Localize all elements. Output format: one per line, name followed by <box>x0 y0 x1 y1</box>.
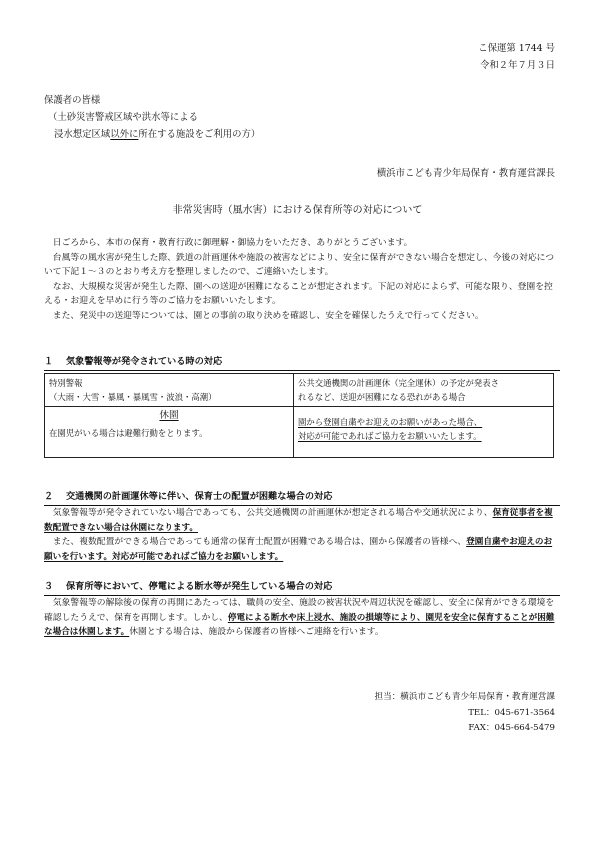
doc-number: こ保運第 1744 号 <box>478 43 555 54</box>
section-heading-2 <box>44 490 560 506</box>
contact-tel: TEL：045-671-3564 <box>468 708 555 718</box>
intro-paragraph: なお、大規模な災害が発生した際、園への送迎が困難になることが想定されます。下記の対応によらず、可能な限り、登園を控える・お迎えを早めに行う等のご協力をお願いいたします。 <box>44 281 553 306</box>
section-heading-1 <box>44 355 560 371</box>
recipient-scope-line: （土砂災害警戒区域や洪水等による <box>48 112 199 123</box>
table-head-sub: れるなど、送迎が困難になる恐れがある場合 <box>298 392 466 402</box>
section-heading-3 <box>44 580 560 596</box>
section-number: ３ <box>44 581 54 592</box>
section3-paragraph <box>44 596 560 640</box>
section-number: ２ <box>44 491 54 502</box>
table-head-sub: （大雨・大雪・暴風・暴風雪・波浪・高潮） <box>49 392 217 402</box>
table-head-label: 公共交通機関の計画運休（完全運休）の予定が発表さ <box>298 378 499 388</box>
section2-body <box>44 506 560 564</box>
contact-fax: FAX：045-664-5479 <box>468 723 555 733</box>
recipient-scope-text-end: 所在する施設をご利用の方） <box>138 129 261 140</box>
section-heading-text: 気象警報等が発令されている時の対応 <box>66 356 223 367</box>
response-table <box>44 373 554 458</box>
doc-date: 令和２年７月３日 <box>479 60 555 71</box>
recipient-line: 保護者の皆様 <box>44 95 101 106</box>
recipient-scope-emphasis: 以外に <box>110 129 139 140</box>
table-head-right <box>294 374 554 407</box>
section3-text-end: 休園とする場合は、施設から保護者の皆様へご連絡を行います。 <box>129 627 384 637</box>
section-heading-text: 保育所等において、停電による断水等が発生している場合の対応 <box>66 581 333 592</box>
cooperation-note-2: 対応が可能であればご協力をお願いいたします。 <box>298 431 482 441</box>
section-number: １ <box>44 356 54 367</box>
intro-paragraph: 台風等の風水害が発生した際、鉄道の計画運休や施設の被害などにより、安全に保育ができない場合を想定し、今後の対応について下記１～３のとおり考え方を整理しましたので、ご連絡いたします。 <box>44 252 555 277</box>
section2-emphasis: 登園自粛やお迎えのお願いを行います。対応が可能であればご協力をお願いします。 <box>44 537 553 562</box>
section3-text: 気象警報等の解除後の保育の再開にあたっては、職員の安全、施設の被害状況や周辺状況を確認し、安全に保育ができる環境を確認したうえで、保育を再開します。しかし、 <box>44 598 555 623</box>
table-cell-right <box>294 407 554 458</box>
intro-paragraph: 日ごろから、本市の保育・教育行政に御理解・御協力をいただき、ありがとうございます。 <box>52 238 413 248</box>
cooperation-note: 園から登園自粛やお迎えのお願いがあった場合、 <box>298 417 483 427</box>
sender: 横浜市こども青少年局保育・教育運営課長 <box>376 168 555 179</box>
table-head-label: 特別警報 <box>49 378 83 388</box>
table-head-left <box>45 374 294 407</box>
intro-paragraph: また、発災中の送迎等については、園との事前の取り決めを確認し、安全を確保したうえで行ってください。 <box>52 310 484 321</box>
closure-note: 在園児がいる場合は避難行動をとります。 <box>49 428 208 438</box>
section3-body <box>44 596 560 640</box>
intro-block <box>44 236 560 323</box>
closure-label: 休園 <box>159 410 179 421</box>
recipient-scope-text: 浸水想定区域 <box>54 129 111 140</box>
section2-emphasis: 保育従事者を複数配置できない場合は休園になります。 <box>44 508 553 533</box>
section2-paragraph <box>44 535 560 564</box>
section2-text: また、複数配置ができる場合であっても通常の保育士配置が困難である場合は、園から保護者の皆様へ、 <box>52 537 467 547</box>
recipient-scope-line-2 <box>54 127 260 143</box>
section-heading-text: 交通機関の計画運休等に伴い、保育士の配置が困難な場合の対応 <box>66 491 333 502</box>
page-title: 非常災害時（風水害）における保育所等の対応について <box>172 205 423 216</box>
section2-paragraph <box>44 506 560 535</box>
section2-text: 気象警報等が発令されていない場合であっても、公共交通機関の計画運休が想定される場合や交通状況により、 <box>52 508 493 518</box>
contact-person: 担当：横浜市こども青少年局保育・教育運営課 <box>374 692 555 702</box>
section3-emphasis: 停電による断水や床上浸水、施設の損壊等により、園児を安全に保育することが困難な場合は休園します。 <box>44 612 555 637</box>
table-cell-left <box>45 407 294 458</box>
